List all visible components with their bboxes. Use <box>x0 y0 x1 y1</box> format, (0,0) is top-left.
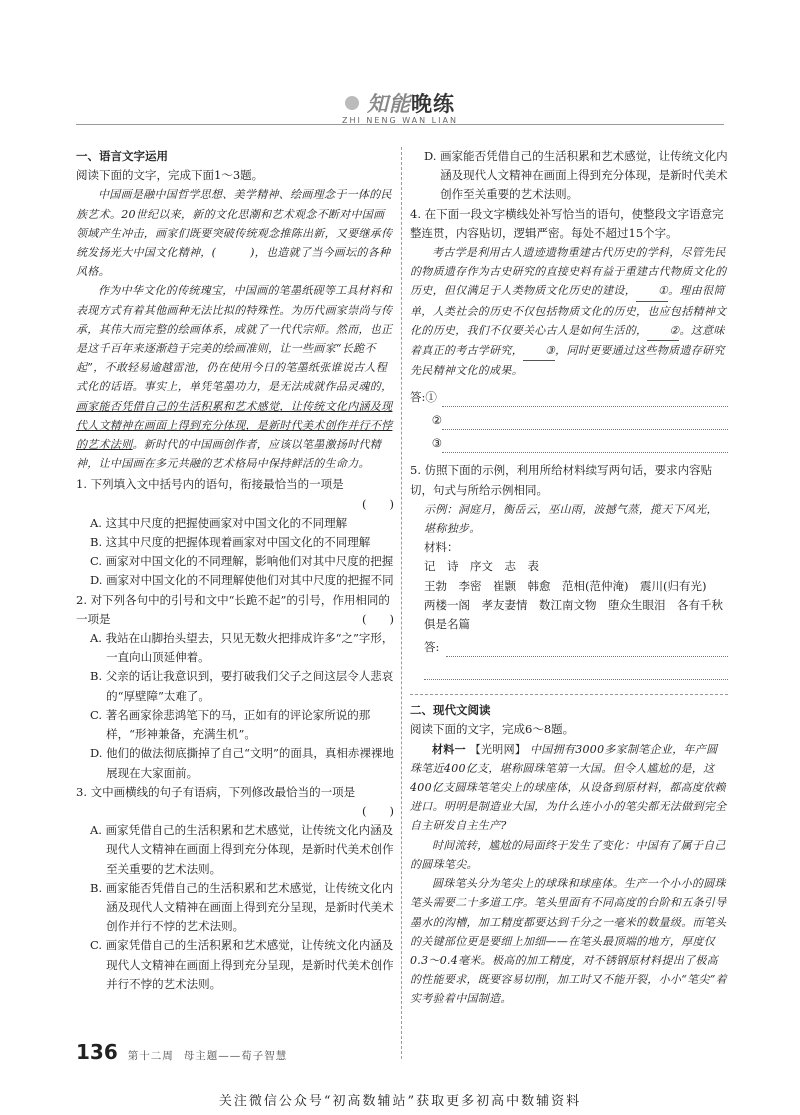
q5-material-line-3: 两楼一阁 孝友妻情 数江南文物 堕众生眼泪 各有千秋 俱是名篇 <box>424 597 735 632</box>
right-column <box>410 147 735 1009</box>
q2-option-b: B. 父亲的话让我意识到，要打破我们父子之间这层令人悲哀的“厚壁障”太难了。 <box>90 669 394 703</box>
q4-stem: 4. 在下面一段文字横线处补写恰当的语句，使整段文字语意完整连贯，内容贴切，逻辑严密。每处不超过15个字。 <box>410 206 724 240</box>
q2-answer-paren: ( ) <box>362 611 394 626</box>
logo-pinyin: ZHI NENG WAN LIAN <box>342 116 458 125</box>
logo-title: 知能晚练 <box>367 92 455 116</box>
section-separator <box>410 694 728 695</box>
blank-2: ② <box>647 321 679 341</box>
left-column <box>76 147 394 994</box>
section1-intro: 阅读下面的文字，完成下面1～3题。 <box>76 168 264 183</box>
q4-answer-area <box>410 384 728 453</box>
passage-paragraph-2: 作为中华文化的传统瑰宝，中国画的笔墨纸砚等工具材料和表现方式有着其他画种无法比拟的特殊性。为历代画家崇尚与传承，其伟大而完整的绘画体系，成就了一代代宗师。然而，也正是这千百年来逐渐趋于完美的绘画准则，让一些画家“长跪不起”，不敢轻易逾越雷池，仍在使用今日的笔墨纸张谁说古人程式化的话语。事实上，单凭笔墨功力，是无法成就作品灵魂的，画家能否凭借自己的生活积累和艺术感觉，让传统文化内涵及现代人文精神在画面上得到充分体现，是新时代美术创作并行不悖的艺术法则。新时代的中国画创作者，应该以笔墨激扬时代精神，让中国画在多元共融的艺术格局中保持鲜活的生命力。 <box>76 284 393 471</box>
q5-stem: 5. 仿照下面的示例，利用所给材料续写两句话，要求内容贴切，句式与所给示例相同。 <box>410 463 713 497</box>
q5-material-line-1: 记 诗 序文 志 表 <box>424 559 539 574</box>
logo-badge-icon <box>345 96 359 110</box>
q3-stem: 3. 文中画横线的句子有语病，下列修改最恰当的一项是 <box>76 784 356 799</box>
header-logo <box>0 88 800 125</box>
section2-title: 二、现代文阅读 <box>410 703 491 718</box>
passage-paragraph-1: 中国画是融中国哲学思想、美学精神、绘画理念于一体的民族艺术。20世纪以来，新的文化思潮和艺术观念不断对中国画领域产生冲击，画家们既要突破传统观念推陈出新，又要继承传统发扬光大中国文化精神，( )，也造就了当今画坛的各种风格。 <box>76 188 393 279</box>
footer-theme: 母主题——荀子智慧 <box>183 1050 288 1062</box>
column-divider <box>401 147 402 1059</box>
q4-passage: 考古学是利用古人遗迹遗物重建古代历史的学科，尽管先民的物质遗存作为古史研究的直接史料有益于重建古代物质文化的历史，但仅满足于人类物质文化历史的建设， ①。理由很简单，人类社会的历史不仅包括物质文化的历史，也应包括精神文化的历史，我们不仅要关心古人是如何生活的， ②。这意味着真正的考古学研究， ③，同时更要通过这些物质遗存研究先民精神文化的成果。 <box>410 246 727 378</box>
page-number: 136 <box>76 1040 118 1064</box>
q1-option-c: C. 画家对中国文化的不同理解，影响他们对其中尺度的把握 <box>90 554 394 569</box>
q5-answer[interactable]: 答: <box>410 634 728 657</box>
q1-option-d: D. 画家对中国文化的不同理解使他们对其中尺度的把握不同 <box>90 573 394 588</box>
bottom-note: 关注微信公众号“初高数辅站”获取更多初高中数辅资料 <box>218 1094 582 1109</box>
blank-3: ③ <box>523 341 555 361</box>
q2-option-c: C. 著名画家徐悲鸿笔下的马，正如有的评论家所说的那样，“形神兼备，充满生机”。 <box>90 707 371 742</box>
q3-answer-paren: ( ) <box>362 803 394 818</box>
material1-paragraph-1: 材料一 【光明网】 中国拥有3000多家制笔企业，年产圆珠笔近400亿支，堪称圆珠笔第一大国。但令人尴尬的是，这400亿支圆珠笔笔尖上的球座体，从设备到原材料，都高度依赖进口。明明是制造业大国，为什么连小小的笔尖都无法做到完全自主研发自主生产? <box>410 742 727 833</box>
q5-example: 示例：洞庭月，衡岳云，巫山雨，波撼气蒸，揽天下风光，堪称独步。 <box>424 502 718 536</box>
q5-material-label: 材料： <box>424 540 459 555</box>
q3-option-b: B. 画家能否凭借自己的生活积累和艺术感觉，让传统文化内涵及现代人文精神在画面上得到充分呈现，是新时代美术创作并行不悖的艺术法则。 <box>90 880 394 934</box>
section1-title: 一、语言文字运用 <box>76 149 168 163</box>
q5-material-line-2: 王勃 李密 崔颢 韩愈 范相(范仲淹) 震川(归有光) <box>424 578 707 593</box>
q2-option-d: D. 他们的做法彻底撕掉了自己“文明”的面具，真相赤裸裸地展现在大家面前。 <box>90 746 394 780</box>
section2-intro: 阅读下面的文字，完成6～8题。 <box>410 722 575 737</box>
q2-option-a: A. 我站在山脚抬头望去，只见无数火把排成许多“之”字形，一直向山顶延伸着。 <box>90 631 394 665</box>
q1-stem: 1. 下列填入文中括号内的语句，衔接最恰当的一项是 <box>76 477 344 492</box>
q5-answer-line-2[interactable] <box>410 657 728 680</box>
q1-option-a: A. 这其中尺度的把握使画家对中国文化的不同理解 <box>90 515 348 530</box>
header-rule <box>76 124 724 125</box>
underlined-sentence: 画家能否凭借自己的生活积累和艺术感觉，让传统文化内涵及现代人文精神在画面上得到充分体现，是新时代美术创作并行不悖的艺术法则 <box>76 399 393 452</box>
page-footer <box>76 1040 287 1064</box>
q4-answer-3[interactable]: ③ <box>410 430 728 453</box>
q3-option-d: D. 画家能否凭借自己的生活积累和艺术感觉，让传统文化内涵及现代人文精神在画面上得到充分体现，是新时代美术创作至关重要的艺术法则。 <box>424 149 728 202</box>
material1-paragraph-2: 时间流转，尴尬的局面终于发生了变化：中国有了属于自己的圆珠笔尖。 <box>410 838 726 871</box>
material1-paragraph-3: 圆珠笔头分为笔尖上的球珠和球座体。生产一个小小的圆珠笔头需要二十多道工序。笔头里面有不同高度的台阶和五条引导墨水的沟槽，加工精度都要达到千分之一毫米的数量级。而笔头的关键部位更是要细上加细——在笔头最顶端的地方，厚度仅0.3～0.4毫米。极高的加工精度，对不锈钢原材料提出了极高的性能要求，既要容易切削，加工时又不能开裂，小小“笔尖”着实考验着中国制造。 <box>410 877 727 1006</box>
q4-answer-1[interactable]: 答:① <box>410 384 728 407</box>
q4-answer-2[interactable]: ② <box>410 407 728 430</box>
q3-option-a: A. 画家凭借自己的生活积累和艺术感觉，让传统文化内涵及现代人文精神在画面上得到充分体现，是新时代美术创作至关重要的艺术法则。 <box>90 823 394 876</box>
footer-week: 第十二周 <box>127 1050 174 1062</box>
blank-1: ① <box>636 281 668 301</box>
q2-stem: 2. 对下列各句中的引号和文中“长跪不起”的引号，作用相同的一项是 ( ) <box>76 591 394 629</box>
q1-option-b: B. 这其中尺度的把握体现着画家对中国文化的不同理解 <box>90 535 371 550</box>
q1-answer-paren: ( ) <box>362 496 394 511</box>
q3-option-c: C. 画家凭借自己的生活积累和艺术感觉，让传统文化内涵及现代人文精神在画面上得到充分呈现，是新时代美术创作并行不悖的艺术法则。 <box>90 938 394 991</box>
